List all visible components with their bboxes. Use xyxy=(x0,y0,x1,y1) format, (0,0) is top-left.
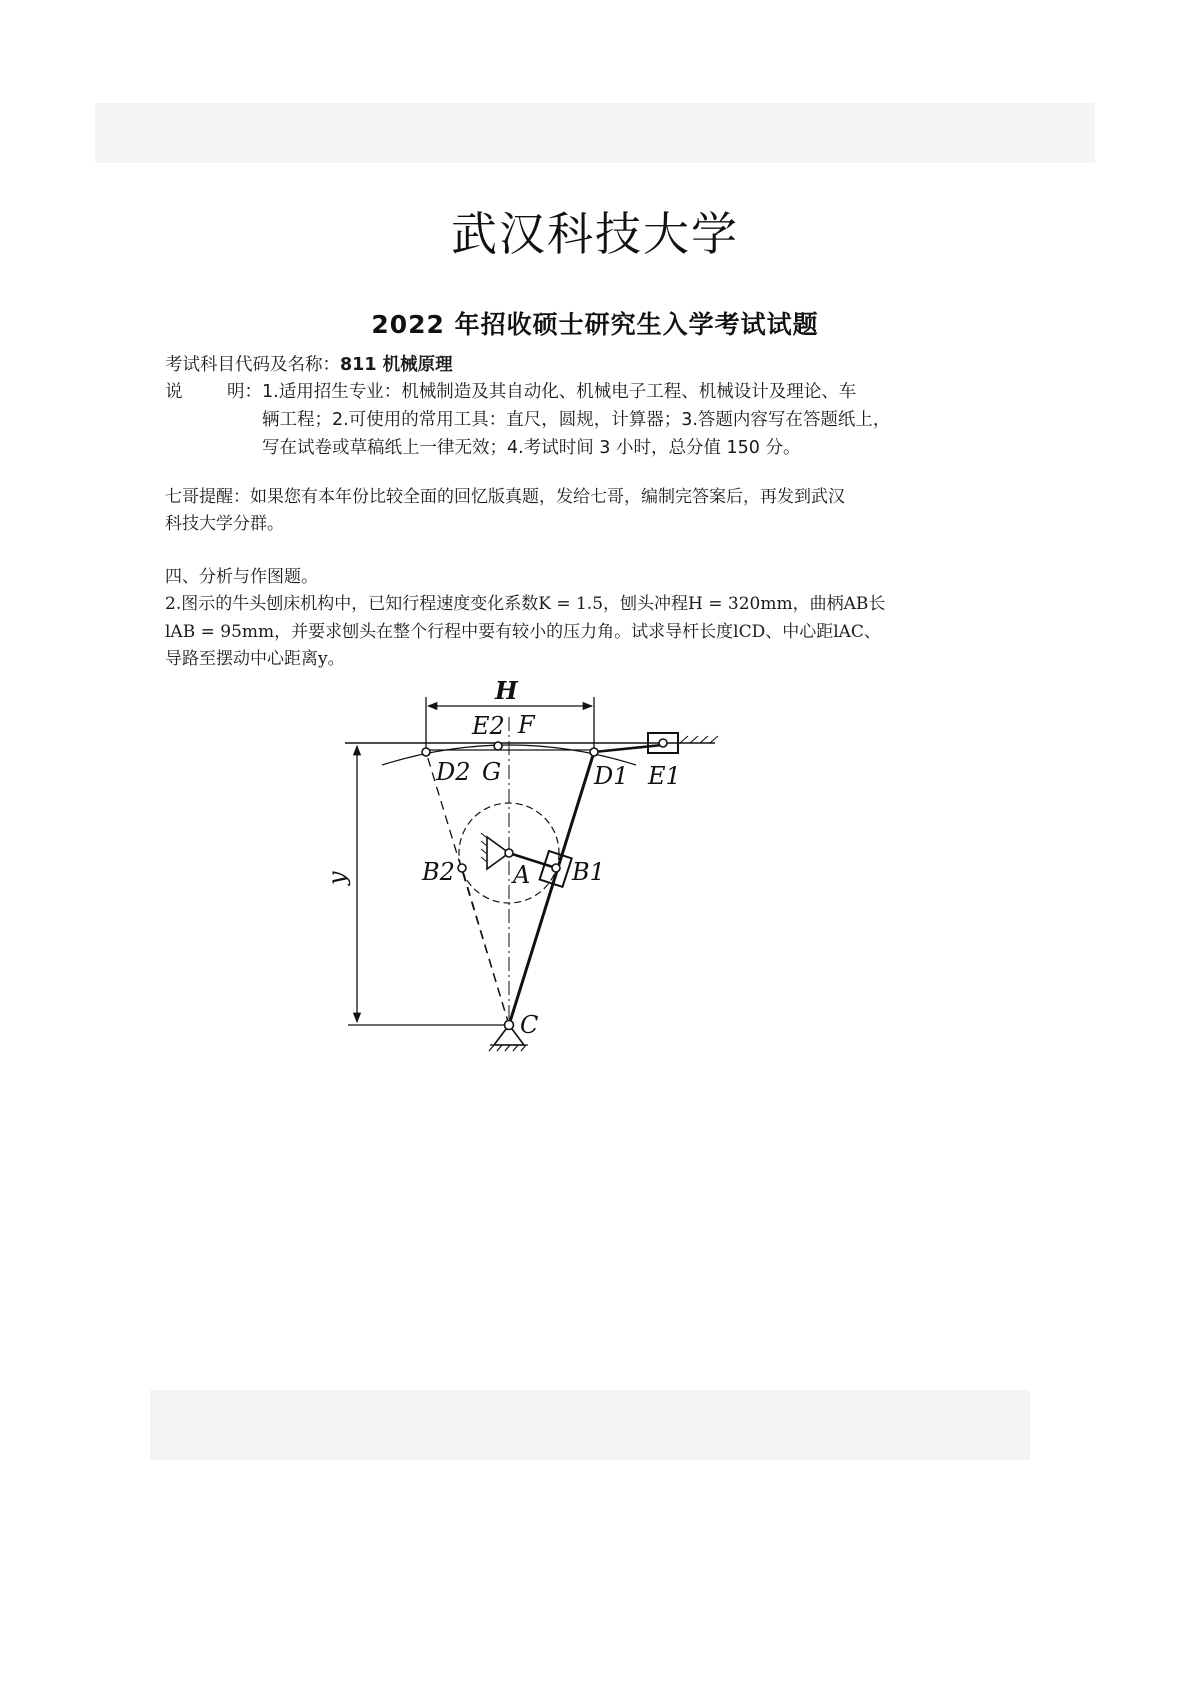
crank-pivot-hatch xyxy=(481,833,487,862)
question-line-2: lAB = 95mm，并要求刨头在整个行程中要有较小的压力角。试求导杆长度lCD、中心距lAC、 xyxy=(165,622,881,642)
joint-d2 xyxy=(422,748,430,756)
note-line-3: 写在试卷或草稿纸上一律无效；4.考试时间 3 小时，总分值 150 分。 xyxy=(262,438,801,458)
label-d2: D2 xyxy=(436,758,471,786)
section-heading: 四、分析与作图题。 xyxy=(165,567,318,587)
joint-d1 xyxy=(590,748,598,756)
question-line-3: 导路至摆动中心距离y。 xyxy=(165,649,345,669)
label-h: H xyxy=(495,676,518,705)
reminder-line-2: 科技大学分群。 xyxy=(165,514,284,534)
label-f: F xyxy=(518,711,535,739)
rocker-right-dashed xyxy=(462,868,509,1025)
university-title: 武汉科技大学 xyxy=(451,207,739,261)
joint-c xyxy=(505,1021,514,1030)
joint-g xyxy=(494,742,502,750)
reminder-line-1: 七哥提醒：如果您有本年份比较全面的回忆版真题，发给七哥，编制完答案后，再发到武汉 xyxy=(165,487,845,507)
subject-label: 考试科目代码及名称： xyxy=(165,355,340,375)
label-b2: B2 xyxy=(422,858,455,886)
label-d1: D1 xyxy=(594,762,629,790)
ground-hatch xyxy=(680,736,718,743)
joint-e1 xyxy=(659,739,667,747)
joint-a xyxy=(505,849,513,857)
label-g: G xyxy=(482,758,502,786)
label-b1: B1 xyxy=(572,858,605,886)
subject-value: 811 机械原理 xyxy=(340,355,453,375)
question-line-1: 2.图示的牛头刨床机构中，已知行程速度变化系数K = 1.5，刨头冲程H = 320mm，曲柄AB长 xyxy=(165,594,886,614)
label-e1: E1 xyxy=(648,762,681,790)
label-e2: E2 xyxy=(472,712,505,740)
note-label: 说 明： xyxy=(165,382,263,402)
coupler-rod xyxy=(594,745,662,752)
pivot-c-hatch xyxy=(489,1045,528,1051)
note-line-1: 1.适用招生专业：机械制造及其自动化、机械电子工程、机械设计及理论、车 xyxy=(262,382,857,402)
exam-title: 2022 年招收硕士研究生入学考试试题 xyxy=(371,310,819,339)
label-a: A xyxy=(513,861,531,889)
label-y: y xyxy=(323,871,351,885)
label-c: C xyxy=(520,1011,539,1039)
joint-b1 xyxy=(552,864,560,872)
joint-b2 xyxy=(458,864,466,872)
note-line-2: 辆工程；2.可使用的常用工具：直尺，圆规，计算器；3.答题内容写在答题纸上， xyxy=(262,410,891,430)
